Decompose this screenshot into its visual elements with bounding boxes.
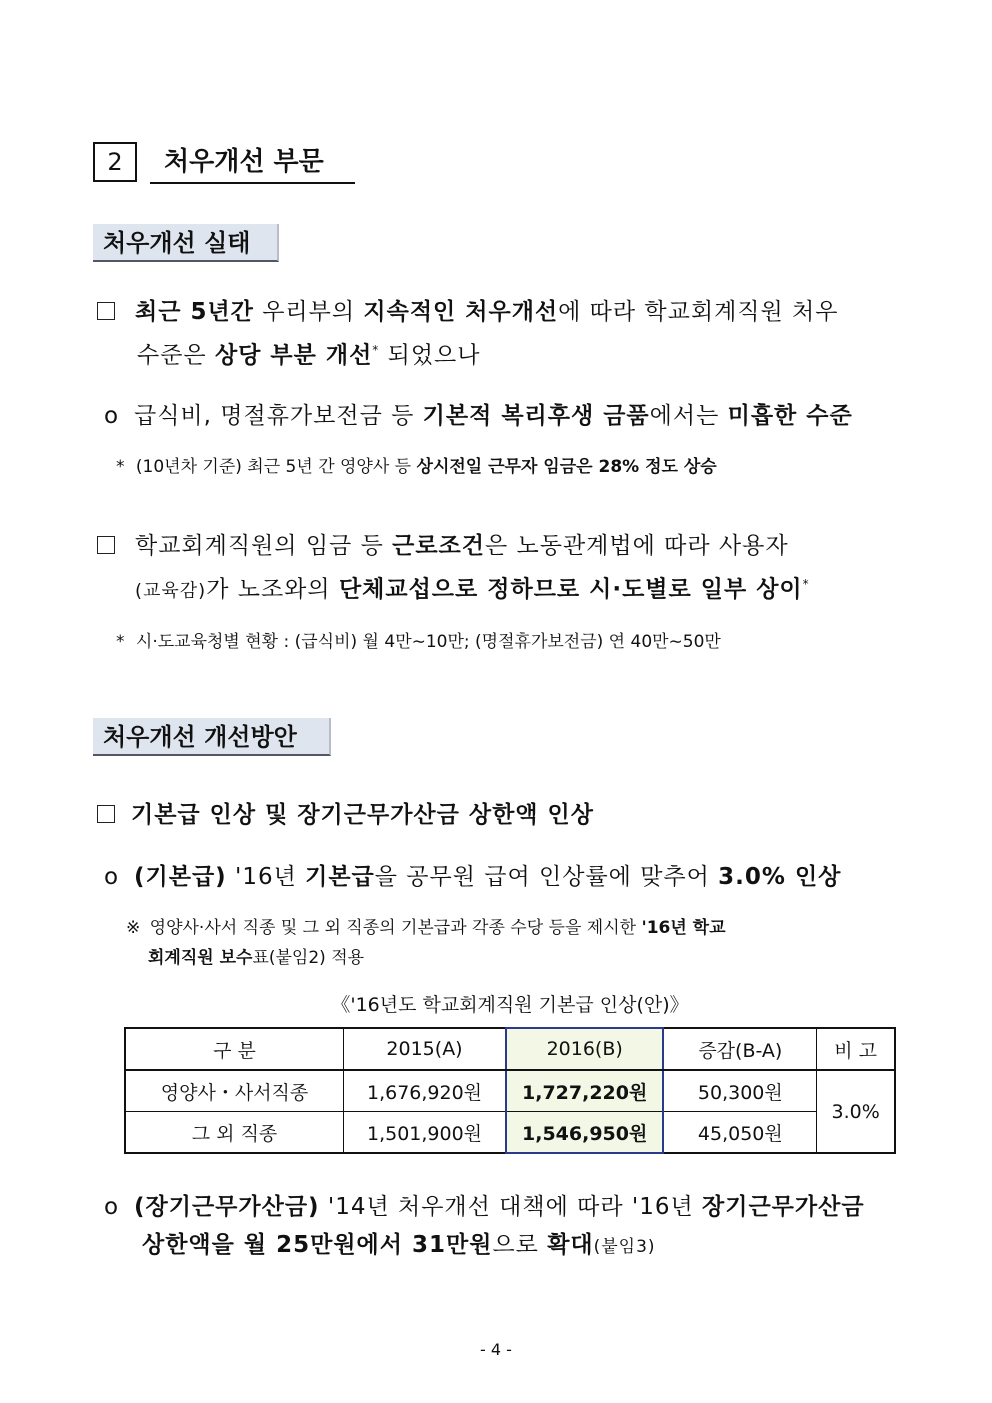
plan-note: ※ 영양사·사서 직종 및 그 외 직종의 기본급과 각종 수당 등을 제시한 '16년 학교 회계직원 보수표(붙임2) 적용: [126, 918, 726, 968]
status-note-2: * 시·도교육청별 현황 : (급식비) 월 4만∼10만; (명절휴가보전금) 연 40만∼50만: [116, 632, 721, 652]
section-title: 처우개선 부문: [150, 142, 355, 184]
checkbox-icon: [97, 805, 115, 823]
plan-bullet-2: o (장기근무가산금) '14년 처우개선 대책에 따라 '16년 장기근무가산금 상한액을 월 25만원에서 31만원으로 확대(붙임3): [104, 1188, 904, 1266]
table-note-cell: 3.0%: [817, 1070, 895, 1153]
table-cell: 1,501,900원: [344, 1112, 506, 1154]
table-header-row: [125, 1028, 895, 1070]
plan-paragraph-1: 기본급 인상 및 장기근무가산금 상한액 인상: [97, 796, 897, 834]
table-header-cell: 구 분: [125, 1028, 344, 1070]
bullet-o-icon: o: [104, 864, 120, 890]
section-number: 2: [93, 142, 137, 182]
checkbox-icon: [97, 536, 115, 554]
checkbox-icon: [97, 302, 115, 320]
status-heading: 처우개선 실태: [93, 224, 279, 262]
table-cell: 1,546,950원: [506, 1112, 663, 1154]
table-header-cell: 2016(B): [506, 1028, 663, 1070]
table-header-cell: 비 고: [817, 1028, 895, 1070]
table-cell: 그 외 직종: [125, 1112, 344, 1154]
table-caption: 《'16년도 학교회계직원 기본급 인상(안)》: [331, 994, 689, 1016]
page-number: - 4 -: [480, 1340, 512, 1359]
plan-heading: 처우개선 개선방안: [93, 718, 331, 756]
table-row: [125, 1070, 895, 1112]
salary-table: [124, 1027, 896, 1154]
table-row: [125, 1112, 895, 1154]
status-paragraph-2: 학교회계직원의 임금 등 근로조건은 노동관계법에 따라 사용자 (교육감)가 노조와의 단체교섭으로 정하므로 시·도별로 일부 상이*: [97, 527, 897, 611]
table-cell: 1,676,920원: [344, 1070, 506, 1112]
table-header-cell: 증감(B-A): [663, 1028, 816, 1070]
bullet-o-icon: o: [104, 1194, 120, 1220]
table-cell: 1,727,220원: [506, 1070, 663, 1112]
status-paragraph-1: 최근 5년간 우리부의 지속적인 처우개선에 따라 학교회계직원 처우 수준은 상당 부분 개선* 되었으나: [97, 293, 897, 375]
table-cell: 45,050원: [663, 1112, 816, 1154]
table-header-cell: 2015(A): [344, 1028, 506, 1070]
status-bullet-1: o 급식비, 명절휴가보전금 등 기본적 복리후생 금품에서는 미흡한 수준: [104, 397, 904, 435]
status-note-1: * (10년차 기준) 최근 5년 간 영양사 등 상시전일 근무자 임금은 28% 정도 상승: [116, 457, 717, 477]
table-cell: 50,300원: [663, 1070, 816, 1112]
table-cell: 영양사・사서직종: [125, 1070, 344, 1112]
bullet-o-icon: o: [104, 403, 120, 429]
plan-bullet-1: o (기본급) '16년 기본급을 공무원 급여 인상률에 맞추어 3.0% 인상: [104, 858, 904, 896]
